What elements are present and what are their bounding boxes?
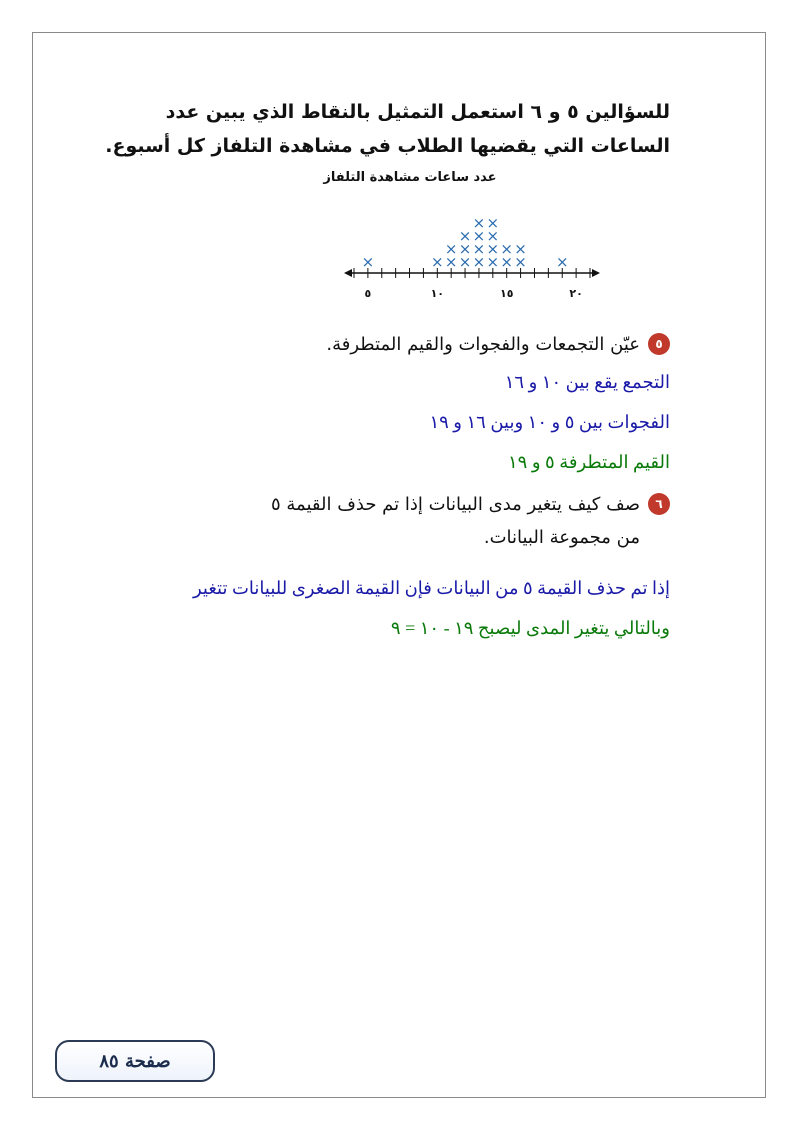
data-point-x-mark: × xyxy=(444,240,458,258)
data-point-x-mark: × xyxy=(458,240,472,258)
data-point-x-mark: × xyxy=(472,227,486,245)
data-point-x-mark: × xyxy=(472,214,486,232)
question-6 xyxy=(271,493,670,515)
tick-label: ١٠ xyxy=(430,287,445,300)
data-point-x-mark: × xyxy=(431,253,444,271)
data-point-x-mark: × xyxy=(500,253,513,271)
axis-arrow-right xyxy=(592,269,600,277)
intro-line-1: للسؤالين ٥ و ٦ استعمل التمثيل بالنقاط الذي يبين عدد xyxy=(165,101,670,123)
q6-answer-line-2: وبالتالي يتغير المدى ليصبح ١٩ - ١٠ = ٩ xyxy=(390,618,670,638)
tick-label: ١٥ xyxy=(499,287,514,300)
tick-label: ٢٠ xyxy=(569,287,583,300)
data-point-x-mark: × xyxy=(472,240,486,258)
data-point-x-mark: × xyxy=(458,227,472,245)
chart-title: عدد ساعات مشاهدة التلفاز xyxy=(323,170,497,185)
page-number-badge: صفحة ٨٥ xyxy=(55,1040,215,1082)
question-6-text-line-1: صف كيف يتغير مدى البيانات إذا تم حذف القيمة ٥ xyxy=(271,493,640,515)
data-point-x-mark: × xyxy=(486,227,500,245)
data-point-x-mark: × xyxy=(486,214,500,232)
q5-answer-outliers: القيم المتطرفة ٥ و ١٩ xyxy=(508,452,670,472)
question-6-line-2 xyxy=(484,527,640,548)
data-point-x-mark: × xyxy=(514,253,527,271)
data-point-x-mark: × xyxy=(361,253,375,271)
question-number-5: ٥ xyxy=(648,333,670,355)
data-point-x-mark: × xyxy=(514,240,527,258)
q5-answer-gaps: الفجوات بين ٥ و ١٠ وبين ١٦ و ١٩ xyxy=(429,412,670,432)
axis-arrow-left xyxy=(344,269,352,277)
q5-answer-cluster: التجمع يقع بين ١٠ و ١٦ xyxy=(504,372,670,392)
page-frame xyxy=(32,32,766,1098)
data-point-x-mark: × xyxy=(458,253,472,271)
data-point-x-mark: × xyxy=(472,253,486,271)
intro-text xyxy=(105,95,670,163)
question-6-text-line-2: من مجموعة البيانات. xyxy=(483,527,640,548)
q6-answer-line-1: إذا تم حذف القيمة ٥ من البيانات فإن القيمة الصغرى للبيانات تتغير xyxy=(192,578,670,598)
question-number-6: ٦ xyxy=(648,493,670,515)
data-point-x-mark: × xyxy=(486,240,500,258)
question-5 xyxy=(326,333,670,355)
intro-line-2: الساعات التي يقضيها الطلاب في مشاهدة التلفاز كل أسبوع. xyxy=(105,135,670,157)
data-point-x-mark: × xyxy=(555,253,569,271)
question-5-text: عيّن التجمعات والفجوات والقيم المتطرفة. xyxy=(326,333,640,355)
data-point-x-mark: × xyxy=(444,253,458,271)
dot-plot xyxy=(340,195,600,305)
data-point-x-mark: × xyxy=(500,240,513,258)
data-point-x-mark: × xyxy=(486,253,500,271)
tick-label: ٥ xyxy=(364,287,372,300)
